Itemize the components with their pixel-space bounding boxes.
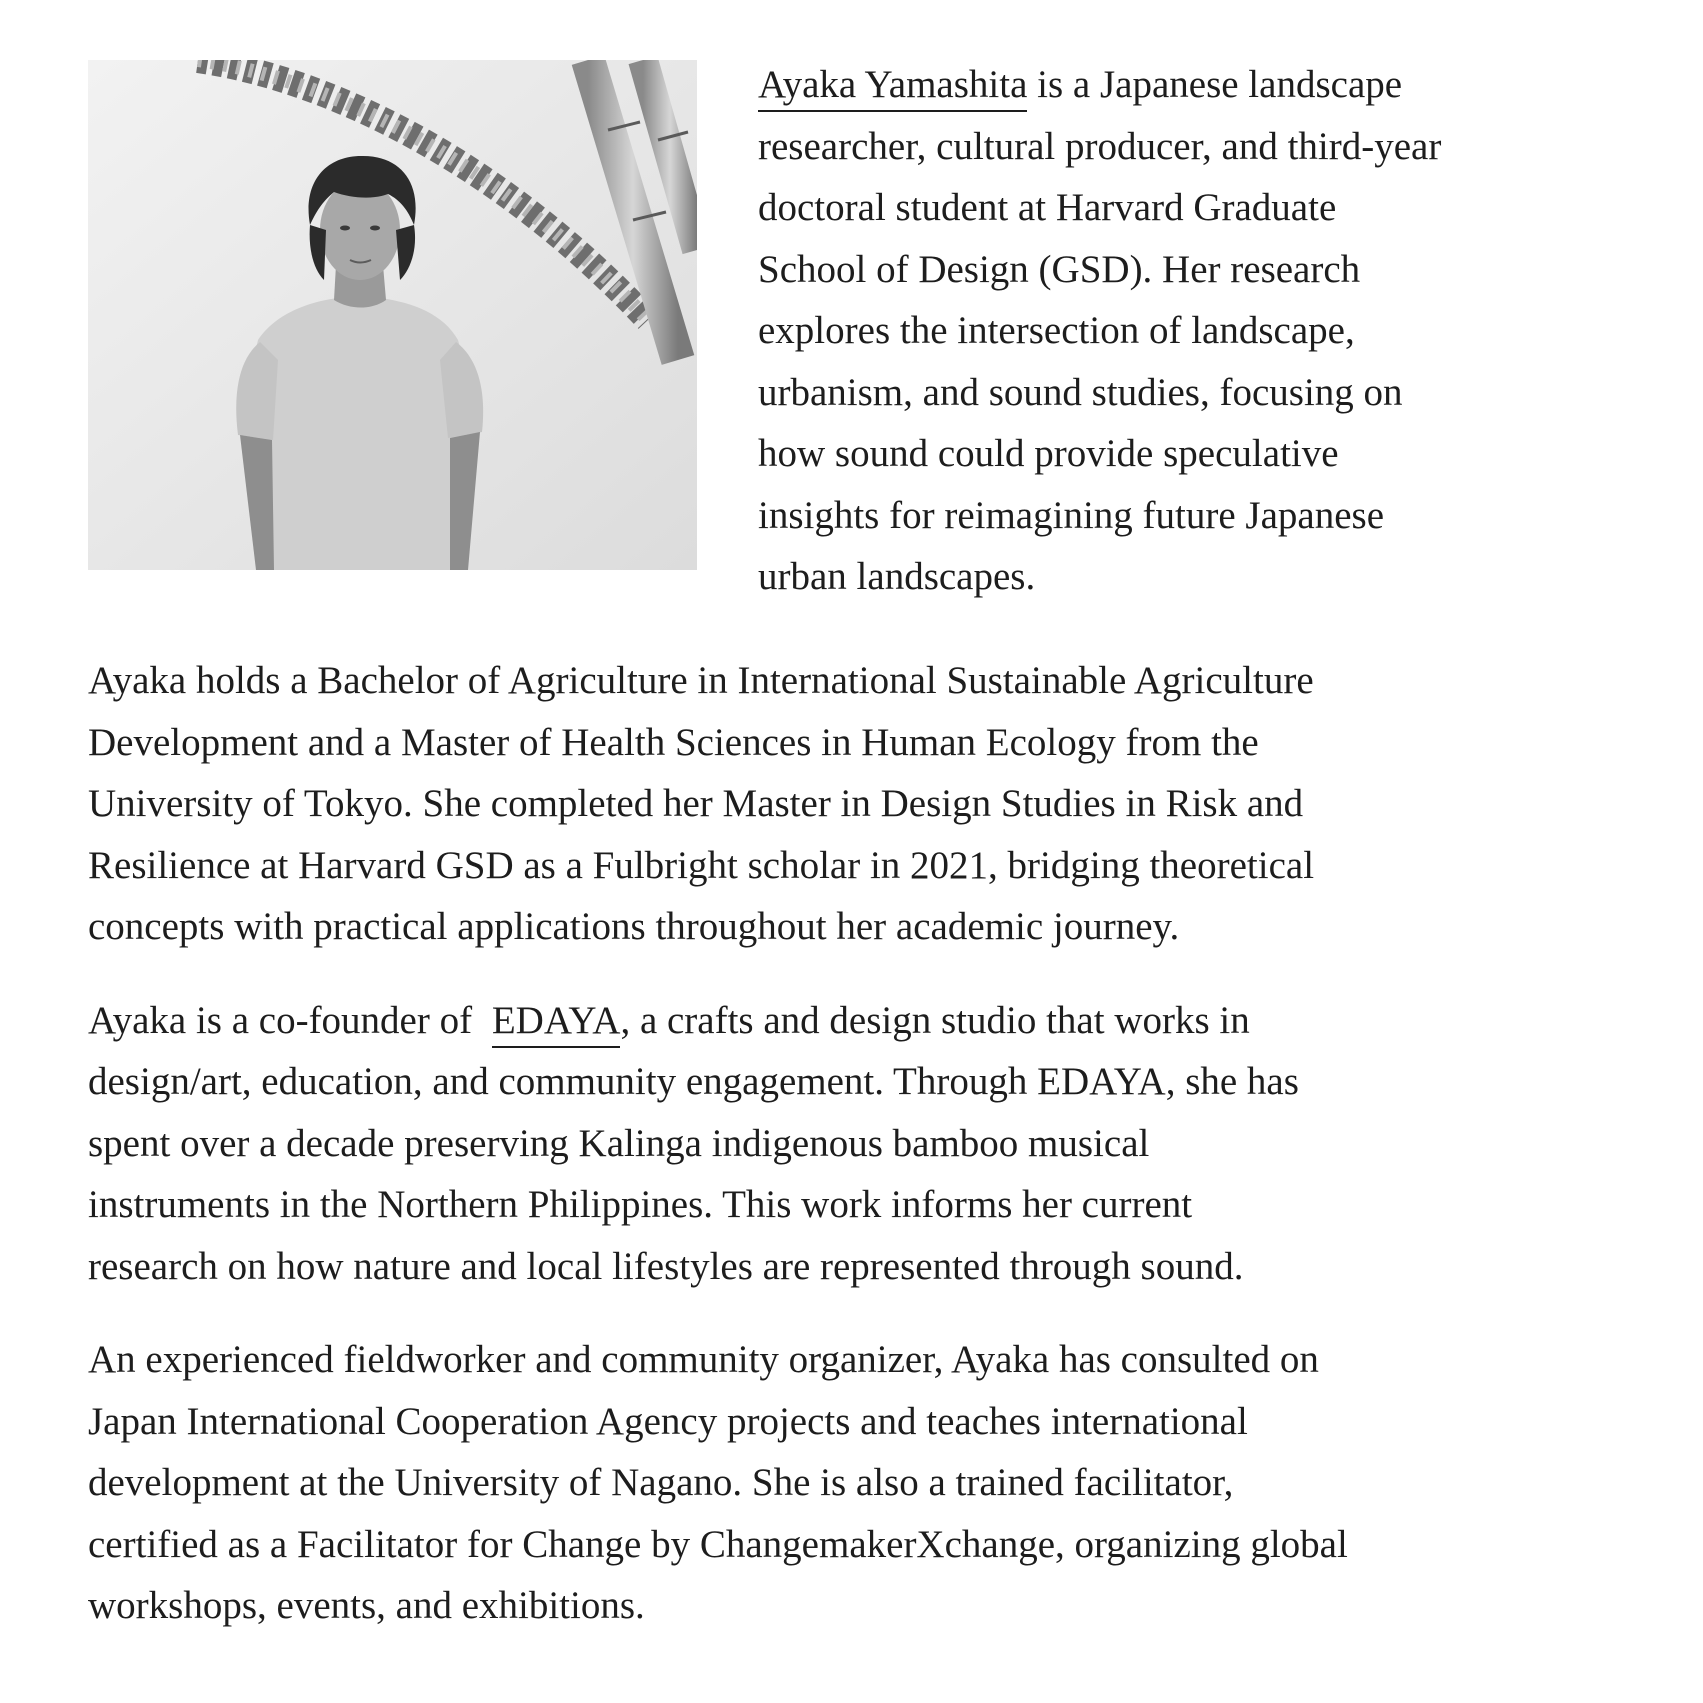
name-link[interactable]: Ayaka Yamashita	[758, 63, 1027, 112]
intro-text: is a Japanese landscape researcher, cultural producer, and third-year doctoral student at Harvard Graduate School of Design (GSD). Her research explores the intersection of landscape, urbanism, and sound studies, focusing on how sound could provide speculative insights for reimagining future Japanese urban landscapes.	[758, 63, 1442, 598]
fieldwork-paragraph: An experienced fieldworker and community organizer, Ayaka has consulted on Japan International Cooperation Agency projects and teaches international development at the University of Nagano. She is also a trained facilitator, certified as a Facilitator for Change by ChangemakerXchange, organizing global workshops, events, and exhibitions.	[88, 1338, 1348, 1627]
education-paragraph: Ayaka holds a Bachelor of Agriculture in International Sustainable Agriculture Development and a Master of Health Sciences in Human Ecology from the University of Tokyo. She completed her Master in Design Studies in Risk and Resilience at Harvard GSD as a Fulbright scholar in 2021, bridging theoretical concepts with practical applications throughout her academic journey.	[88, 659, 1315, 948]
edaya-paragraph-rest: , a crafts and design studio that works in design/art, education, and community engagement. Through EDAYA, she has spent over a decade preserving Kalinga indigenous bamboo musical instruments in the Northern Philippines. This work informs her current research on how nature and local lifestyles are represented through sound.	[88, 998, 1299, 1288]
edaya-paragraph	[88, 990, 1648, 1298]
edaya-link[interactable]: EDAYA	[492, 999, 621, 1048]
portrait-photo	[88, 60, 697, 570]
intro-paragraph	[758, 54, 1618, 608]
bio-intro	[88, 60, 1628, 650]
edaya-paragraph-lead: Ayaka is a co-founder of	[88, 998, 482, 1042]
bio-section	[88, 60, 1628, 1669]
